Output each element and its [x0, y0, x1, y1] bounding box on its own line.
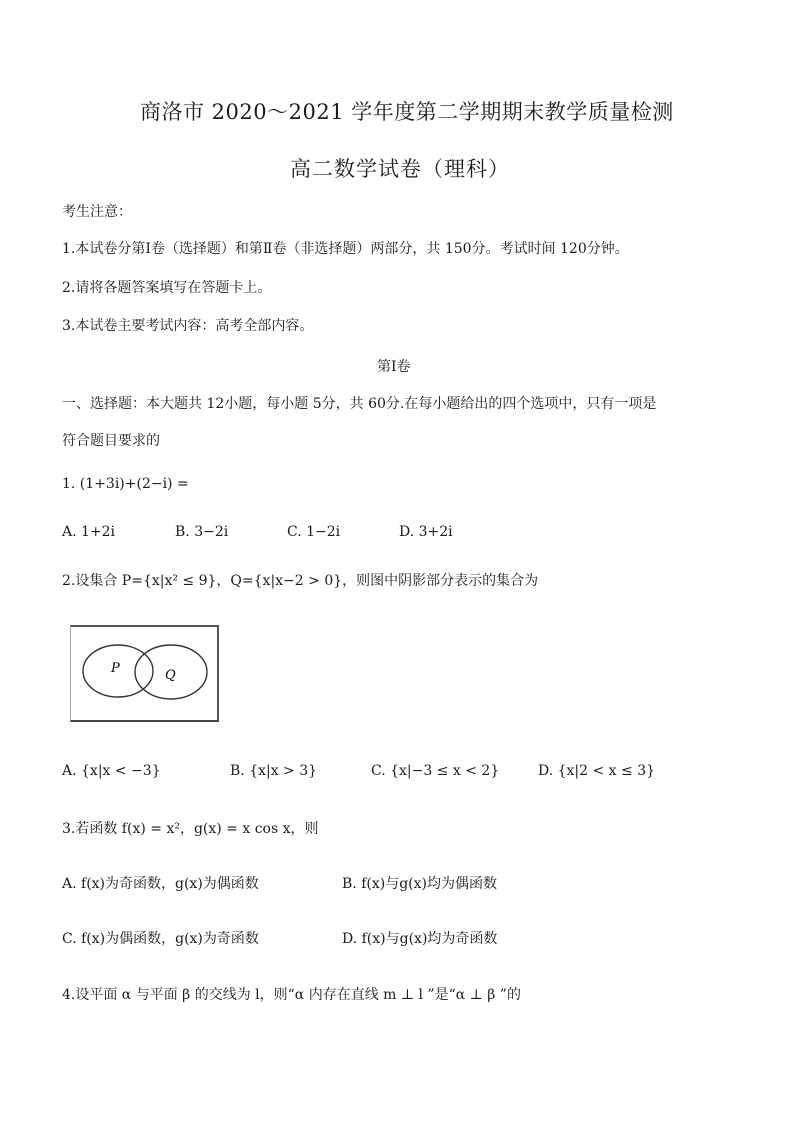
venn-label-q: Q — [165, 668, 176, 683]
section-title: 第Ⅰ卷 — [377, 359, 411, 375]
question-3-option-a: A. f(x)为奇函数，g(x)为偶函数 — [62, 876, 259, 892]
notice-item-1: 1.本试卷分第Ⅰ卷（选择题）和第Ⅱ卷（非选择题）两部分，共 150分。考试时间 120分钟。 — [62, 241, 629, 257]
section-intro-line-2: 符合题目要求的 — [62, 433, 160, 449]
question-1-option-c: C. 1−2i — [287, 524, 341, 540]
exam-title: 商洛市 2020～2021 学年度第二学期期末教学质量检测 — [140, 100, 674, 124]
question-2-option-b: B. {x|x > 3} — [230, 763, 318, 779]
venn-diagram — [70, 625, 219, 722]
venn-diagram-svg — [71, 627, 217, 720]
exam-subtitle: 高二数学试卷（理科） — [290, 157, 510, 181]
venn-label-p: P — [111, 661, 120, 676]
question-3-option-c: C. f(x)为偶函数，g(x)为奇函数 — [62, 931, 259, 947]
question-1-stem: 1. (1+3i)+(2−i) = — [62, 476, 189, 492]
question-1-option-a: A. 1+2i — [62, 524, 116, 540]
question-2-option-c: C. {x|−3 ≤ x < 2} — [371, 763, 500, 779]
question-1-option-b: B. 3−2i — [175, 524, 229, 540]
question-2-option-d: D. {x|2 < x ≤ 3} — [538, 763, 656, 779]
question-4-stem: 4.设平面 α 与平面 β 的交线为 l，则“α 内存在直线 m ⊥ l ”是“α ⊥ β ”的 — [62, 987, 521, 1003]
question-1-option-d: D. 3+2i — [399, 524, 453, 540]
question-2-stem: 2.设集合 P={x|x² ≤ 9}，Q={x|x−2 > 0}，则图中阴影部分表示的集合为 — [62, 573, 539, 589]
question-3-stem: 3.若函数 f(x) = x²，g(x) = x cos x，则 — [62, 821, 319, 837]
question-3-option-b: B. f(x)与g(x)均为偶函数 — [342, 876, 497, 892]
notice-item-2: 2.请将各题答案填写在答题卡上。 — [62, 280, 272, 296]
question-2-option-a: A. {x|x < −3} — [62, 763, 161, 779]
notice-heading: 考生注意： — [62, 204, 132, 220]
section-intro-line-1: 一、选择题：本大题共 12小题，每小题 5分，共 60分.在每小题给出的四个选项中，只有一项是 — [62, 396, 657, 412]
notice-item-3: 3.本试卷主要考试内容：高考全部内容。 — [62, 318, 314, 334]
question-3-option-d: D. f(x)与g(x)均为奇函数 — [342, 931, 498, 947]
